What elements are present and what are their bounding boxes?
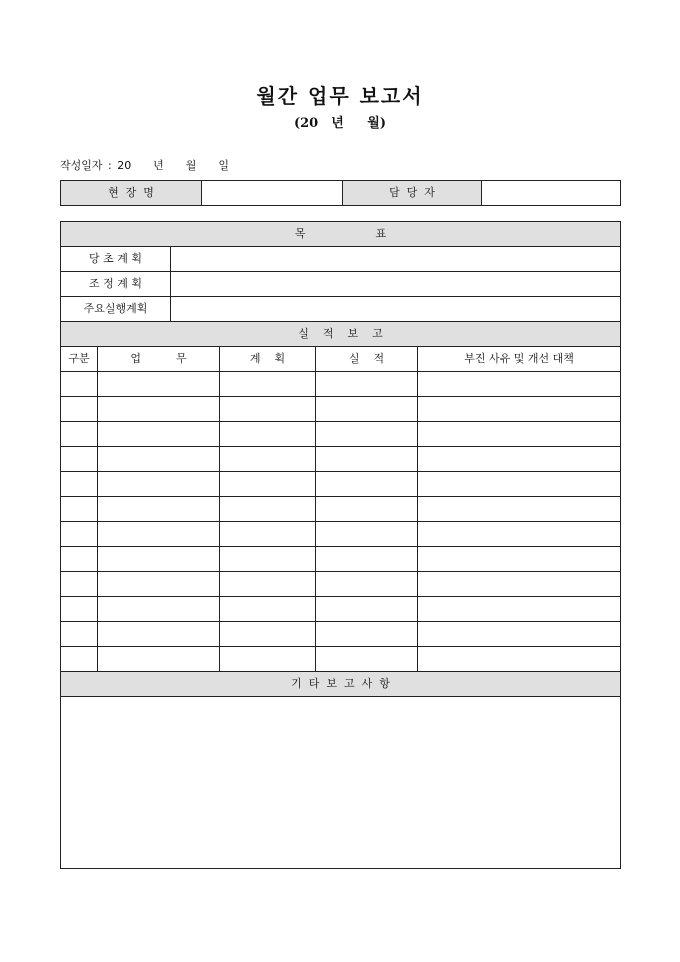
table-cell[interactable] [316, 497, 418, 522]
table-cell[interactable] [316, 522, 418, 547]
document-title: 월간 업무 보고서 [256, 84, 424, 108]
other-report-header: 기 타 보 고 사 항 [61, 672, 621, 697]
goal-row [61, 297, 621, 322]
table-cell[interactable] [220, 447, 316, 472]
table-cell[interactable] [418, 647, 621, 672]
table-cell[interactable] [98, 622, 220, 647]
goal-row-label: 주요실행계획 [61, 297, 171, 322]
table-cell[interactable] [98, 597, 220, 622]
table-cell[interactable] [418, 447, 621, 472]
table-cell[interactable] [316, 597, 418, 622]
write-date: 작성일자 : 20 년 월 일 [60, 159, 230, 172]
report-table [60, 221, 621, 869]
table-row [61, 572, 621, 597]
table-cell[interactable] [316, 472, 418, 497]
column-remedy: 부진 사유 및 개선 대책 [418, 347, 621, 372]
table-cell[interactable] [98, 647, 220, 672]
column-result: 실 적 [316, 347, 418, 372]
goal-row [61, 247, 621, 272]
table-cell[interactable] [61, 622, 98, 647]
table-cell[interactable] [61, 547, 98, 572]
table-cell[interactable] [98, 547, 220, 572]
table-cell[interactable] [61, 597, 98, 622]
performance-header-row [61, 322, 621, 347]
table-cell[interactable] [316, 572, 418, 597]
table-cell[interactable] [316, 422, 418, 447]
table-row [61, 597, 621, 622]
table-cell[interactable] [61, 447, 98, 472]
goal-header: 목 표 [61, 222, 621, 247]
table-cell[interactable] [98, 572, 220, 597]
other-content-row [61, 697, 621, 869]
table-row [61, 422, 621, 447]
table-cell[interactable] [61, 372, 98, 397]
table-cell[interactable] [61, 497, 98, 522]
table-cell[interactable] [220, 372, 316, 397]
table-cell[interactable] [316, 622, 418, 647]
goal-row-field[interactable] [171, 272, 621, 297]
table-row [61, 472, 621, 497]
table-cell[interactable] [418, 622, 621, 647]
table-cell[interactable] [316, 397, 418, 422]
table-cell[interactable] [220, 522, 316, 547]
other-header-row [61, 672, 621, 697]
table-cell[interactable] [418, 522, 621, 547]
table-row [61, 447, 621, 472]
column-plan: 계 획 [220, 347, 316, 372]
table-cell[interactable] [418, 572, 621, 597]
table-cell[interactable] [98, 422, 220, 447]
table-cell[interactable] [418, 497, 621, 522]
table-row [61, 547, 621, 572]
table-cell[interactable] [61, 422, 98, 447]
document-subtitle: (20 년 월) [293, 116, 387, 131]
table-cell[interactable] [98, 522, 220, 547]
table-cell[interactable] [220, 497, 316, 522]
table-cell[interactable] [418, 397, 621, 422]
table-cell[interactable] [220, 547, 316, 572]
manager-label: 담 당 자 [343, 181, 482, 206]
goal-header-row [61, 222, 621, 247]
table-cell[interactable] [61, 572, 98, 597]
column-category: 구분 [61, 347, 98, 372]
table-cell[interactable] [98, 372, 220, 397]
table-cell[interactable] [220, 622, 316, 647]
table-cell[interactable] [61, 472, 98, 497]
table-row [61, 397, 621, 422]
column-task: 업 무 [98, 347, 220, 372]
site-info-table [60, 180, 621, 206]
goal-row-label: 당 초 계 획 [61, 247, 171, 272]
site-name-label: 현 장 명 [61, 181, 202, 206]
table-row [61, 372, 621, 397]
performance-header: 실 적 보 고 [61, 322, 621, 347]
goal-row-label: 조 정 계 획 [61, 272, 171, 297]
table-cell[interactable] [418, 422, 621, 447]
table-cell[interactable] [220, 397, 316, 422]
table-cell[interactable] [316, 647, 418, 672]
table-cell[interactable] [220, 422, 316, 447]
table-cell[interactable] [418, 597, 621, 622]
other-report-field[interactable] [61, 697, 621, 869]
table-row [61, 647, 621, 672]
table-cell[interactable] [98, 497, 220, 522]
table-cell[interactable] [220, 572, 316, 597]
table-cell[interactable] [220, 472, 316, 497]
table-cell[interactable] [98, 472, 220, 497]
site-name-field[interactable] [202, 181, 343, 206]
table-cell[interactable] [61, 522, 98, 547]
goal-row-field[interactable] [171, 297, 621, 322]
manager-field[interactable] [482, 181, 621, 206]
table-row [61, 622, 621, 647]
goal-row [61, 272, 621, 297]
table-cell[interactable] [418, 472, 621, 497]
table-cell[interactable] [418, 372, 621, 397]
table-cell[interactable] [418, 547, 621, 572]
table-cell[interactable] [316, 547, 418, 572]
table-cell[interactable] [316, 372, 418, 397]
table-cell[interactable] [98, 397, 220, 422]
table-row [61, 497, 621, 522]
table-cell[interactable] [316, 447, 418, 472]
table-cell[interactable] [61, 647, 98, 672]
table-cell[interactable] [220, 597, 316, 622]
table-cell[interactable] [220, 647, 316, 672]
table-cell[interactable] [98, 447, 220, 472]
goal-row-field[interactable] [171, 247, 621, 272]
table-row [61, 522, 621, 547]
performance-column-row [61, 347, 621, 372]
table-cell[interactable] [61, 397, 98, 422]
